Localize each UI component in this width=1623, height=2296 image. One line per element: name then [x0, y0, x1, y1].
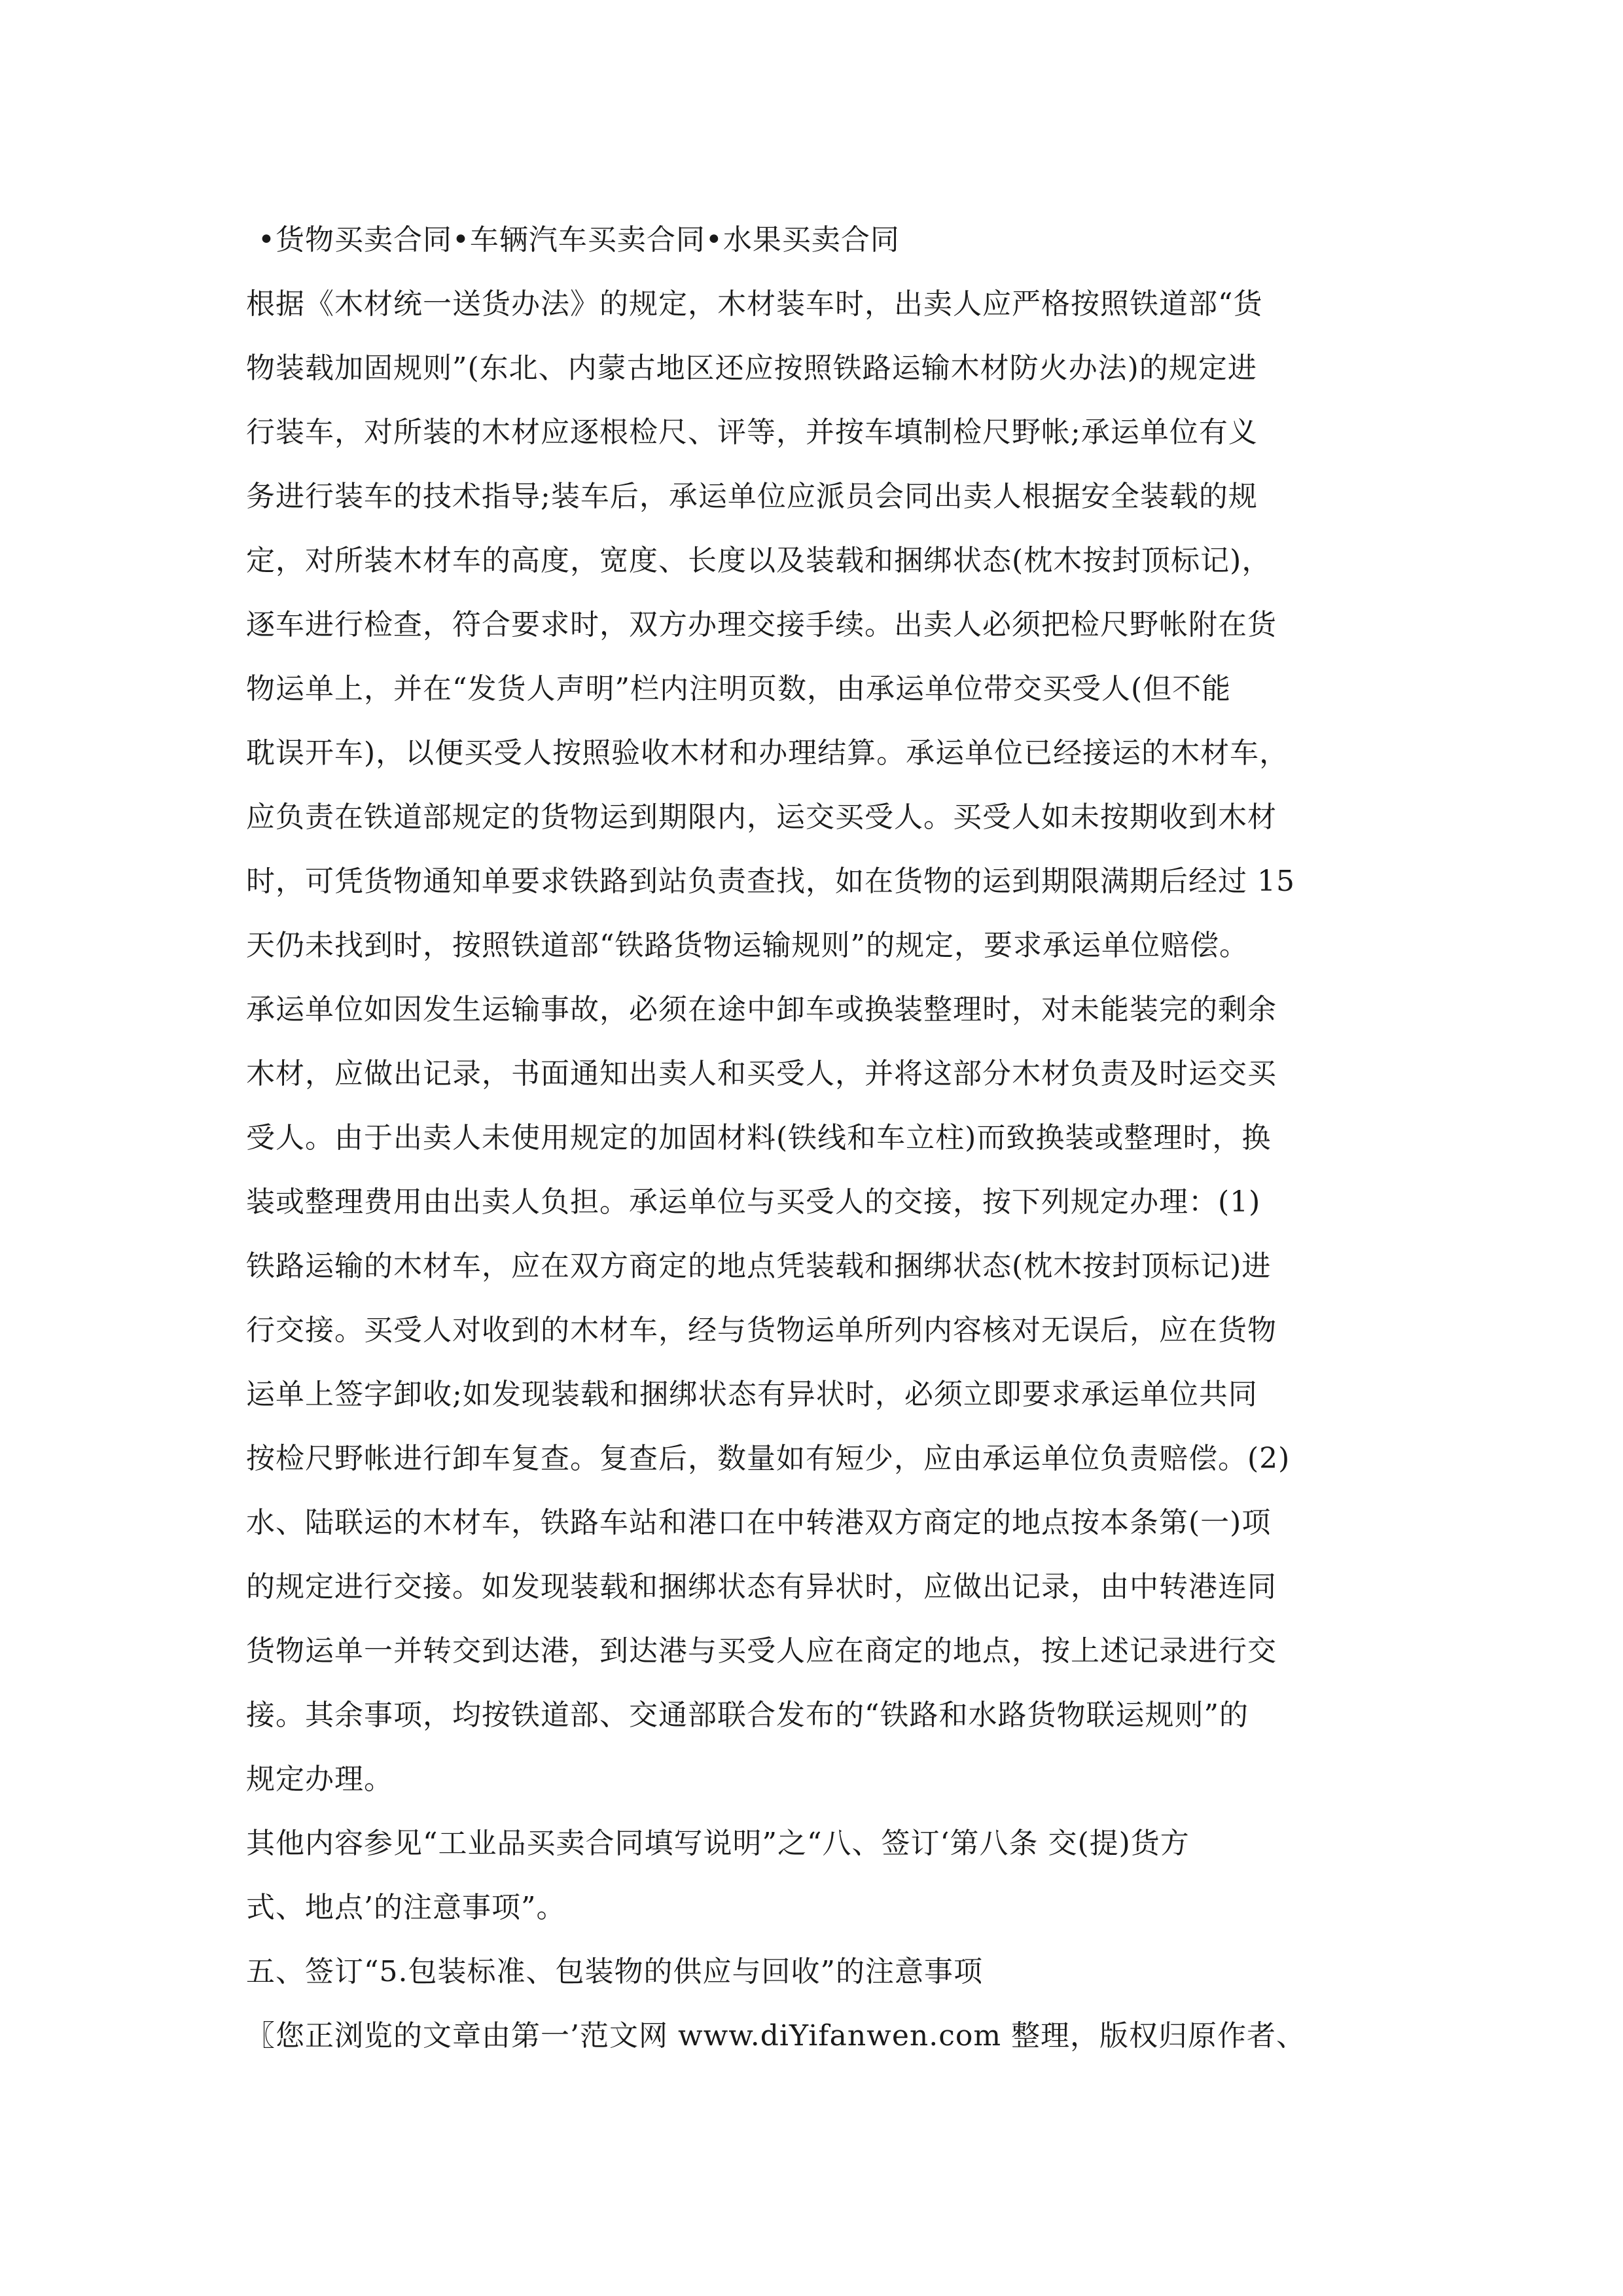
- body-line: 货物运单一并转交到达港，到达港与买受人应在商定的地点，按上述记录进行交: [246, 1634, 1277, 1668]
- document-page: [246, 208, 1381, 2068]
- body-line: 的规定进行交接。如发现装载和捆绑状态有异状时，应做出记录，由中转港连同: [246, 1570, 1277, 1604]
- body-line: 天仍未找到时，按照铁道部“铁路货物运输规则”的规定，要求承运单位赔偿。: [246, 929, 1249, 962]
- section-heading: 五、签订“5.包装标准、包装物的供应与回收”的注意事项: [246, 1955, 983, 1988]
- body-line: 定，对所装木材车的高度，宽度、长度以及装载和捆绑状态(枕木按封顶标记)，: [246, 544, 1272, 577]
- body-line: 铁路运输的木材车，应在双方商定的地点凭装载和捆绑状态(枕木按封顶标记)进: [246, 1249, 1272, 1283]
- body-line: 水、陆联运的木材车，铁路车站和港口在中转港双方商定的地点按本条第(一)项: [246, 1506, 1272, 1539]
- body-line: 逐车进行检查，符合要求时，双方办理交接手续。出卖人必须把检尺野帐附在货: [246, 608, 1277, 641]
- body-line: 规定办理。: [246, 1763, 393, 1796]
- body-line: 务进行装车的技术指导;装车后，承运单位应派员会同出卖人根据安全装载的规: [246, 480, 1258, 513]
- body-line: 运单上签字卸收;如发现装载和捆绑状态有异状时，必须立即要求承运单位共同: [246, 1378, 1258, 1411]
- body-line: 木材，应做出记录，书面通知出卖人和买受人，并将这部分木材负责及时运交买: [246, 1057, 1277, 1090]
- reference-line: 其他内容参见“工业品买卖合同填写说明”之“八、签订‘第八条 交(提)货方: [246, 1827, 1190, 1860]
- body-line: 装或整理费用由出卖人负担。承运单位与买受人的交接，按下列规定办理：(1): [246, 1185, 1261, 1219]
- body-line: 物装载加固规则”(东北、内蒙古地区还应按照铁路运输木材防火办法)的规定进: [246, 351, 1257, 385]
- body-line: 接。其余事项，均按铁道部、交通部联合发布的“铁路和水路货物联运规则”的: [246, 1698, 1249, 1732]
- body-line: 受人。由于出卖人未使用规定的加固材料(铁线和车立柱)而致换装或整理时，换: [246, 1121, 1272, 1155]
- body-line: 应负责在铁道部规定的货物运到期限内，运交买受人。买受人如未按期收到木材: [246, 800, 1277, 834]
- body-line: 行交接。买受人对收到的木材车，经与货物运单所列内容核对无误后，应在货物: [246, 1314, 1277, 1347]
- body-line: 按检尺野帐进行卸车复查。复查后，数量如有短少，应由承运单位负责赔偿。(2): [246, 1442, 1291, 1475]
- body-line: 根据《木材统一送货办法》的规定，木材装车时，出卖人应严格按照铁道部“货: [246, 287, 1263, 321]
- body-line: 物运单上，并在“发货人声明”栏内注明页数，由承运单位带交买受人(但不能: [246, 672, 1232, 706]
- body-line: 承运单位如因发生运输事故，必须在途中卸车或换装整理时，对未能装完的剩余: [246, 993, 1277, 1026]
- body-line: 行装车，对所装的木材应逐根检尺、评等，并按车填制检尺野帐;承运单位有义: [246, 416, 1258, 449]
- source-notice: 〖您正浏览的文章由第一’范文网 www.diYifanwen.com 整理，版权归原作者、: [246, 2019, 1306, 2053]
- reference-line: 式、地点’的注意事项”。: [246, 1891, 566, 1924]
- body-line: 耽误开车)，以便买受人按照验收木材和办理结算。承运单位已经接运的木材车，: [246, 736, 1289, 770]
- related-contracts-links[interactable]: •货物买卖合同•车辆汽车买卖合同•水果买卖合同: [258, 223, 900, 257]
- body-line: 时，可凭货物通知单要求铁路到站负责查找，如在货物的运到期限满期后经过 15: [246, 865, 1295, 898]
